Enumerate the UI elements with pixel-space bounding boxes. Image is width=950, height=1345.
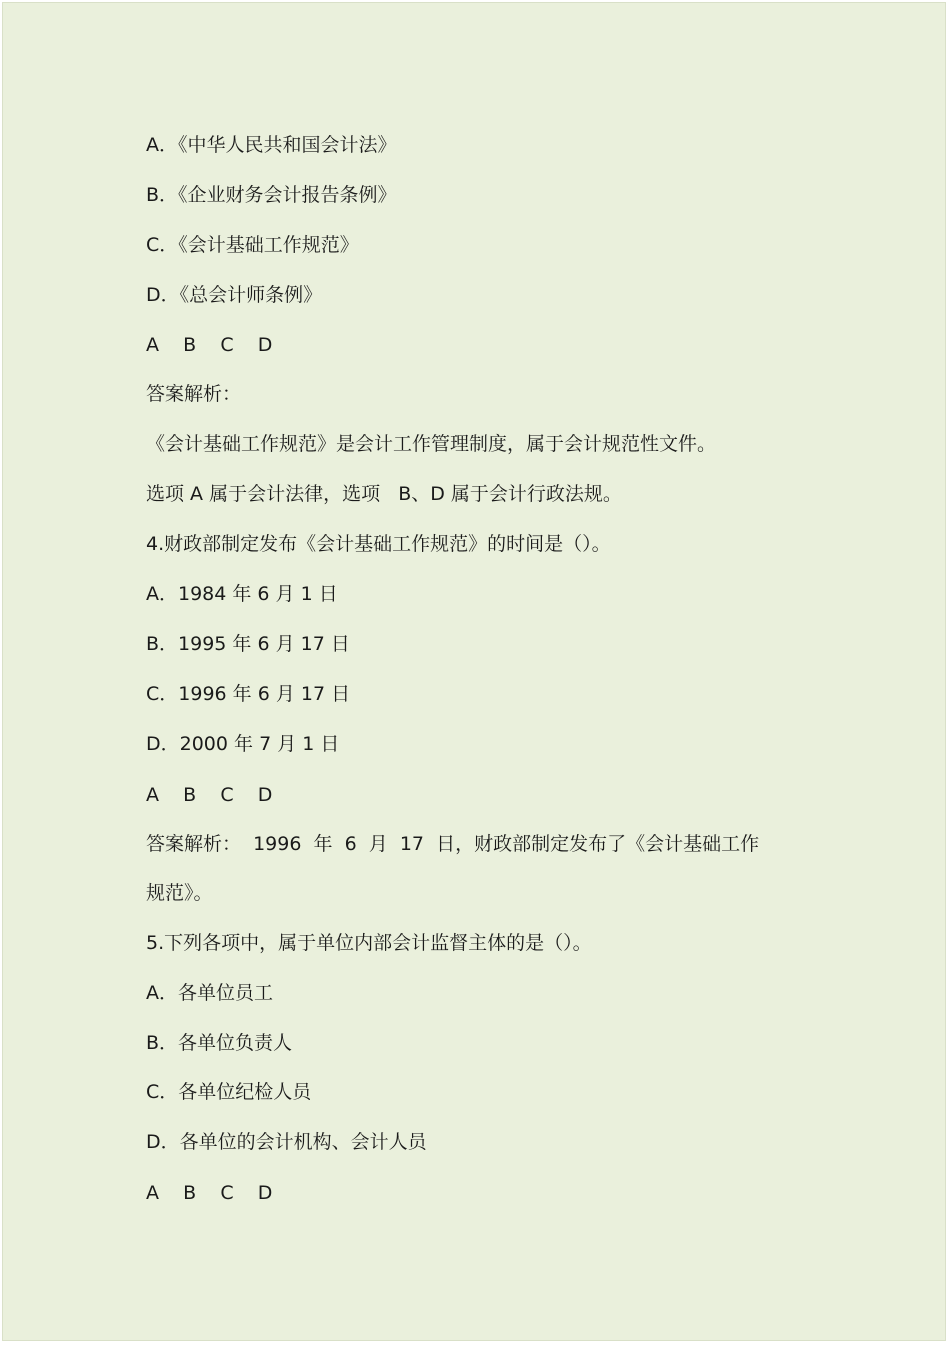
q4-answer-choices: A B C D bbox=[146, 784, 273, 806]
q5-question: 5.下列各项中，属于单位内部会计监督主体的是（）。 bbox=[146, 932, 592, 954]
q4-option-b: B．1995 年 6 月 17 日 bbox=[146, 633, 350, 655]
q3-analysis-text-1: 《会计基础工作规范》是会计工作管理制度，属于会计规范性文件。 bbox=[146, 433, 717, 455]
q4-answer-analysis: 答案解析： 1996 年 6 月 17 日，财政部制定发布了《会计基础工作 bbox=[146, 833, 760, 855]
q4-option-a: A．1984 年 6 月 1 日 bbox=[146, 583, 338, 605]
q3-answer-analysis-label: 答案解析： bbox=[146, 383, 242, 405]
q5-answer-choices: A B C D bbox=[146, 1182, 273, 1204]
q5-option-a: A．各单位员工 bbox=[146, 982, 273, 1004]
q3-option-a: A．《中华人民共和国会计法》 bbox=[146, 134, 397, 156]
q4-question: 4.财政部制定发布《会计基础工作规范》的时间是（）。 bbox=[146, 533, 611, 555]
q4-option-c: C．1996 年 6 月 17 日 bbox=[146, 683, 351, 705]
document-page bbox=[2, 2, 946, 1341]
q5-option-d: D．各单位的会计机构、会计人员 bbox=[146, 1131, 427, 1153]
q3-analysis-text-2: 选项 A 属于会计法律，选项 B、D 属于会计行政法规。 bbox=[146, 483, 622, 505]
q3-option-d: D．《总会计师条例》 bbox=[146, 284, 323, 306]
q5-option-b: B．各单位负责人 bbox=[146, 1032, 293, 1054]
q3-answer-choices: A B C D bbox=[146, 334, 273, 356]
q5-option-c: C．各单位纪检人员 bbox=[146, 1081, 312, 1103]
q4-option-d: D．2000 年 7 月 1 日 bbox=[146, 733, 340, 755]
q3-option-c: C．《会计基础工作规范》 bbox=[146, 234, 359, 256]
q3-option-b: B．《企业财务会计报告条例》 bbox=[146, 184, 397, 206]
q4-answer-analysis-continued: 规范》。 bbox=[146, 882, 213, 904]
